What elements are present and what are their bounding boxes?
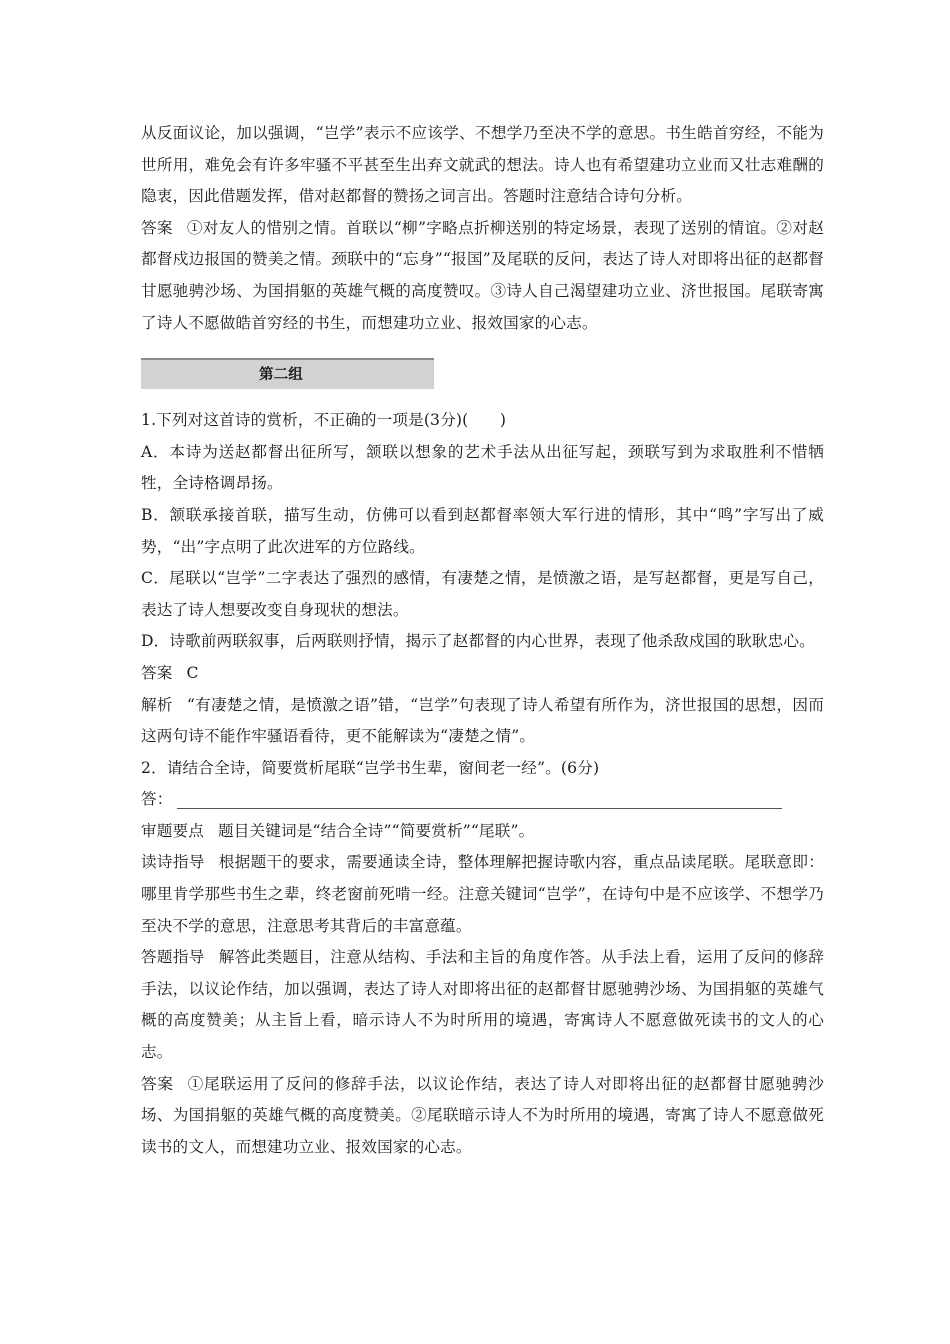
question-2-reading-guide [141,847,824,942]
answer-text: ①对友人的惜别之情。首联以“柳”字略点折柳送别的特定场景，表现了送别的情谊。②对赵都督戍边报国的赞美之情。颈联中的“忘身”“报国”及尾联的反问，表达了诗人对即将出征的赵都督甘愿驰骋沙场、为国捐躯的英雄气概的高度赞叹。③诗人自己渴望建功立业、济世报国。尾联寄寓了诗人不愿做皓首穷经的书生，而想建功立业、报效国家的心志。 [141,218,824,332]
analysis-text: “有凄楚之情，是愤激之语”错，“岂学”句表现了诗人希望有所作为，济世报国的思想，因而这两句诗不能作牢骚语看待，更不能解读为“凄楚之情”。 [141,695,824,746]
answer-text: C [186,663,199,682]
question-1-option-d: D．诗歌前两联叙事，后两联则抒情，揭示了赵都督的内心世界，表现了他杀敌戍国的耿耿忠心。 [141,632,815,651]
reading-guide-label: 读诗指导 [141,853,205,872]
analysis-label: 解析 [141,695,173,714]
question-2-key-points [141,816,824,848]
intro-paragraph: 从反面议论，加以强调，“岂学”表示不应该学、不想学乃至决不学的意思。书生皓首穷经，不能为世所用，难免会有许多牢骚不平甚至生出弃文就武的想法。诗人也有希望建功立业而又壮志难酬的隐衷，因此借题发挥，借对赵都督的赞扬之词言出。答题时注意结合诗句分析。 [141,124,824,206]
key-points-text: 题目关键词是“结合全诗”“简要赏析”“尾联”。 [217,821,535,840]
answer-guide-text: 解答此类题目，注意从结构、手法和主旨的角度作答。从手法上看，运用了反问的修辞手法，以议论作结，加以强调，表达了诗人对即将出征的赵都督甘愿驰骋沙场、为国捐躯的英雄气概的高度赞美；从主旨上看，暗示诗人不为时所用的境遇，寄寓诗人不愿意做死读书的文人的心志。 [141,948,824,1062]
answer-prompt: 答： [141,790,173,809]
question-1-option-c: C．尾联以“岂学”二字表达了强烈的感情，有凄楚之情，是愤激之语，是写赵都督，更是写自己，表达了诗人想要改变自身现状的想法。 [141,569,824,619]
question-1-option-b: B．颔联承接首联，描写生动，仿佛可以看到赵都督率领大军行进的情形，其中“鸣”字写出了威势，“出”字点明了此次进军的方位路线。 [141,505,824,556]
question-1-stem: 1.下列对这首诗的赏析，不正确的一项是(3分)( ) [141,411,507,430]
key-points-label: 审题要点 [141,821,204,840]
document-content [141,118,824,1163]
question-1-option-a: A．本诗为送赵都督出征所写，颔联以想象的艺术手法从出征写起，颈联写到为求取胜利不惜牺牲，全诗格调昂扬。 [141,442,824,493]
answer-text: ①尾联运用了反问的修辞手法，以议论作结，表达了诗人对即将出征的赵都督甘愿驰骋沙场、为国捐躯的英雄气概的高度赞美。②尾联暗示诗人不为时所用的境遇，寄寓了诗人不愿意做死读书的文人，而想建功立业、报效国家的心志。 [141,1074,824,1156]
question-1-answer [141,658,824,690]
reading-guide-text: 根据题干的要求，需要通读全诗，整体理解把握诗歌内容，重点品读尾联。尾联意即：哪里肯学那些书生之辈，终老窗前死啃一经。注意关键词“岂学”，在诗句中是不应该学、不想学乃至决不学的意思，注意思考其背后的丰富意蕴。 [141,853,824,935]
question-2-answer [141,1069,824,1164]
answer-rule [177,808,782,809]
answer-blank-line [141,784,824,816]
question-2-stem: 2．请结合全诗，简要赏析尾联“岂学书生辈，窗间老一经”。(6分) [141,758,600,777]
answer-guide-label: 答题指导 [141,948,205,967]
question-2-answer-guide [141,942,824,1068]
answer-label: 答案 [141,663,173,682]
section-header: 第二组 [141,358,434,389]
answer-label: 答案 [141,1074,174,1093]
question-1-analysis [141,690,824,753]
answer-1-paragraph [141,213,824,339]
answer-label: 答案 [141,218,173,237]
